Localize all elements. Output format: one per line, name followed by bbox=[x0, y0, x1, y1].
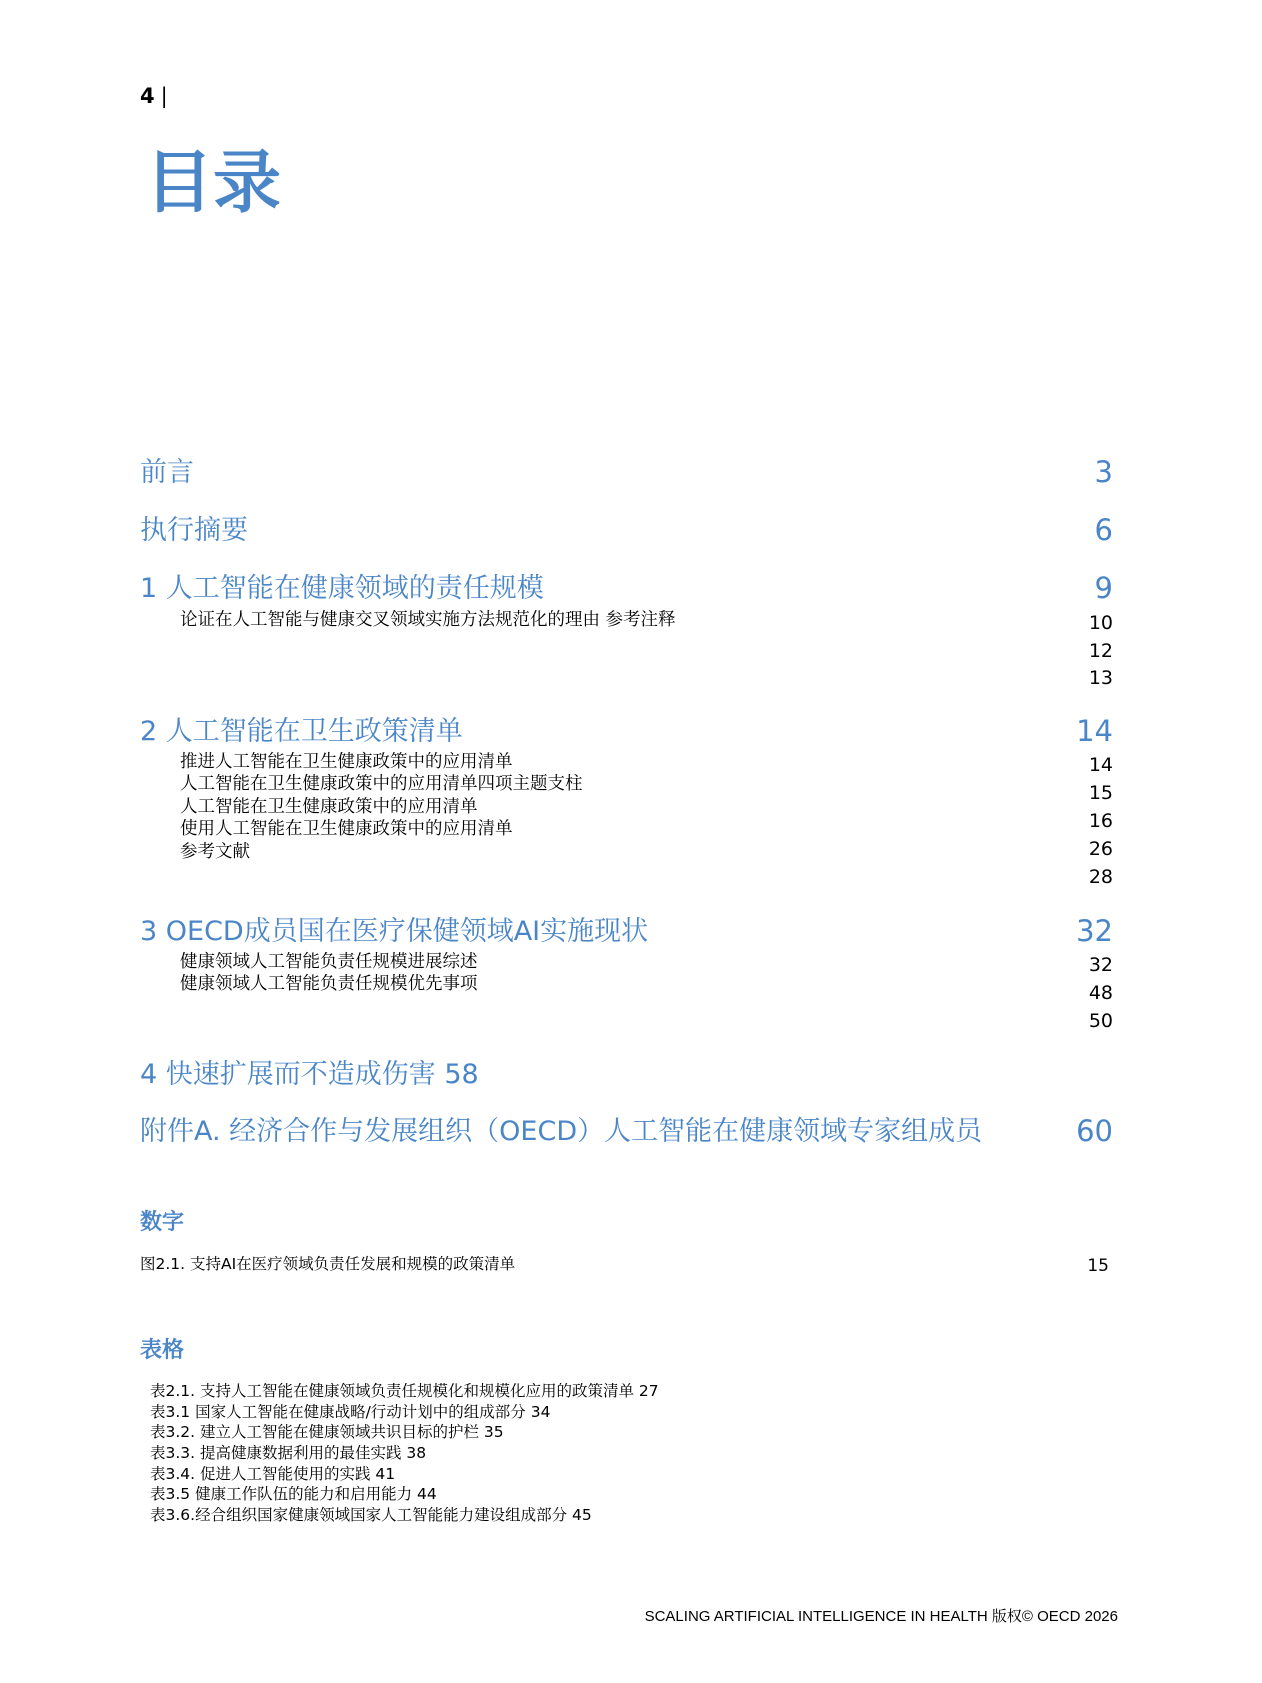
toc-entry-page[interactable]: 3 bbox=[1094, 455, 1113, 489]
toc-entry-page[interactable]: 32 bbox=[1076, 914, 1113, 948]
toc-subentry[interactable]: 人工智能在卫生健康政策中的应用清单 bbox=[180, 797, 478, 817]
toc-entry-title[interactable]: 2 人工智能在卫生政策清单 bbox=[140, 716, 463, 747]
toc-subentry-page: 26 bbox=[1088, 838, 1113, 860]
toc-entry-title[interactable]: 执行摘要 bbox=[140, 515, 248, 546]
toc-subentry[interactable]: 健康领域人工智能负责任规模优先事项 bbox=[180, 974, 478, 994]
toc-subentry-page: 10 bbox=[1088, 612, 1113, 634]
toc-subentry-page: 14 bbox=[1088, 754, 1113, 776]
toc-entry-page[interactable]: 9 bbox=[1094, 571, 1113, 605]
toc-subentry-page: 48 bbox=[1088, 982, 1113, 1004]
toc-subentry[interactable]: 健康领域人工智能负责任规模进展综述 bbox=[180, 952, 478, 972]
toc-subentry[interactable]: 人工智能在卫生健康政策中的应用清单四项主题支柱 bbox=[180, 774, 583, 794]
toc-subentry[interactable]: 参考文献 bbox=[180, 842, 250, 862]
table-entry[interactable]: 表3.5 健康工作队伍的能力和启用能力 44 bbox=[150, 1485, 437, 1503]
table-entry[interactable]: 表3.3. 提高健康数据利用的最佳实践 38 bbox=[150, 1444, 427, 1462]
tables-heading: 表格 bbox=[140, 1338, 185, 1363]
toc-entry-page[interactable]: 60 bbox=[1076, 1114, 1113, 1148]
toc-heading: 目录 bbox=[145, 144, 282, 223]
toc-entry-page[interactable]: 14 bbox=[1076, 714, 1113, 748]
toc-entry-title[interactable]: 1 人工智能在健康领域的责任规模 bbox=[140, 573, 544, 604]
table-entry[interactable]: 表3.6.经合组织国家健康领域国家人工智能能力建设组成部分 45 bbox=[150, 1506, 592, 1524]
table-entry[interactable]: 表3.1 国家人工智能在健康战略/行动计划中的组成部分 34 bbox=[150, 1403, 551, 1421]
toc-subentry[interactable]: 推进人工智能在卫生健康政策中的应用清单 bbox=[180, 752, 513, 772]
toc-subentry[interactable]: 使用人工智能在卫生健康政策中的应用清单 bbox=[180, 819, 513, 839]
toc-subentry[interactable]: 论证在人工智能与健康交叉领域实施方法规范化的理由 参考注释 bbox=[180, 610, 676, 630]
toc-subentry-page: 12 bbox=[1088, 640, 1113, 662]
figure-entry[interactable]: 图2.1. 支持AI在医疗领域负责任发展和规模的政策清单 bbox=[140, 1255, 516, 1273]
table-entry[interactable]: 表3.4. 促进人工智能使用的实践 41 bbox=[150, 1465, 396, 1483]
toc-subentry-page: 15 bbox=[1088, 782, 1113, 804]
toc-entry-title[interactable]: 3 OECD成员国在医疗保健领域AI实施现状 bbox=[140, 916, 649, 947]
figure-entry-page[interactable]: 15 bbox=[1087, 1256, 1109, 1276]
toc-entry-page[interactable]: 6 bbox=[1094, 513, 1113, 547]
toc-subentry-page: 32 bbox=[1088, 954, 1113, 976]
toc-subentry-page: 28 bbox=[1088, 866, 1113, 888]
toc-entry-title[interactable]: 前言 bbox=[140, 457, 194, 488]
table-entry[interactable]: 表3.2. 建立人工智能在健康领域共识目标的护栏 35 bbox=[150, 1423, 504, 1441]
page-footer: SCALING ARTIFICIAL INTELLIGENCE IN HEALTH 版权© OECD 2026 bbox=[644, 1608, 1118, 1625]
toc-entry-title[interactable]: 4 快速扩展而不造成伤害 58 bbox=[140, 1059, 479, 1090]
toc-entry-title[interactable]: 附件A. 经济合作与发展组织（OECD）人工智能在健康领域专家组成员 bbox=[140, 1116, 983, 1147]
page-number: 4 | bbox=[140, 84, 168, 108]
figures-heading: 数字 bbox=[140, 1210, 185, 1235]
table-entry[interactable]: 表2.1. 支持人工智能在健康领域负责任规模化和规模化应用的政策清单 27 bbox=[150, 1382, 659, 1400]
toc-subentry-page: 16 bbox=[1088, 810, 1113, 832]
toc-subentry-page: 50 bbox=[1088, 1010, 1113, 1032]
toc-subentry-page: 13 bbox=[1088, 667, 1113, 689]
